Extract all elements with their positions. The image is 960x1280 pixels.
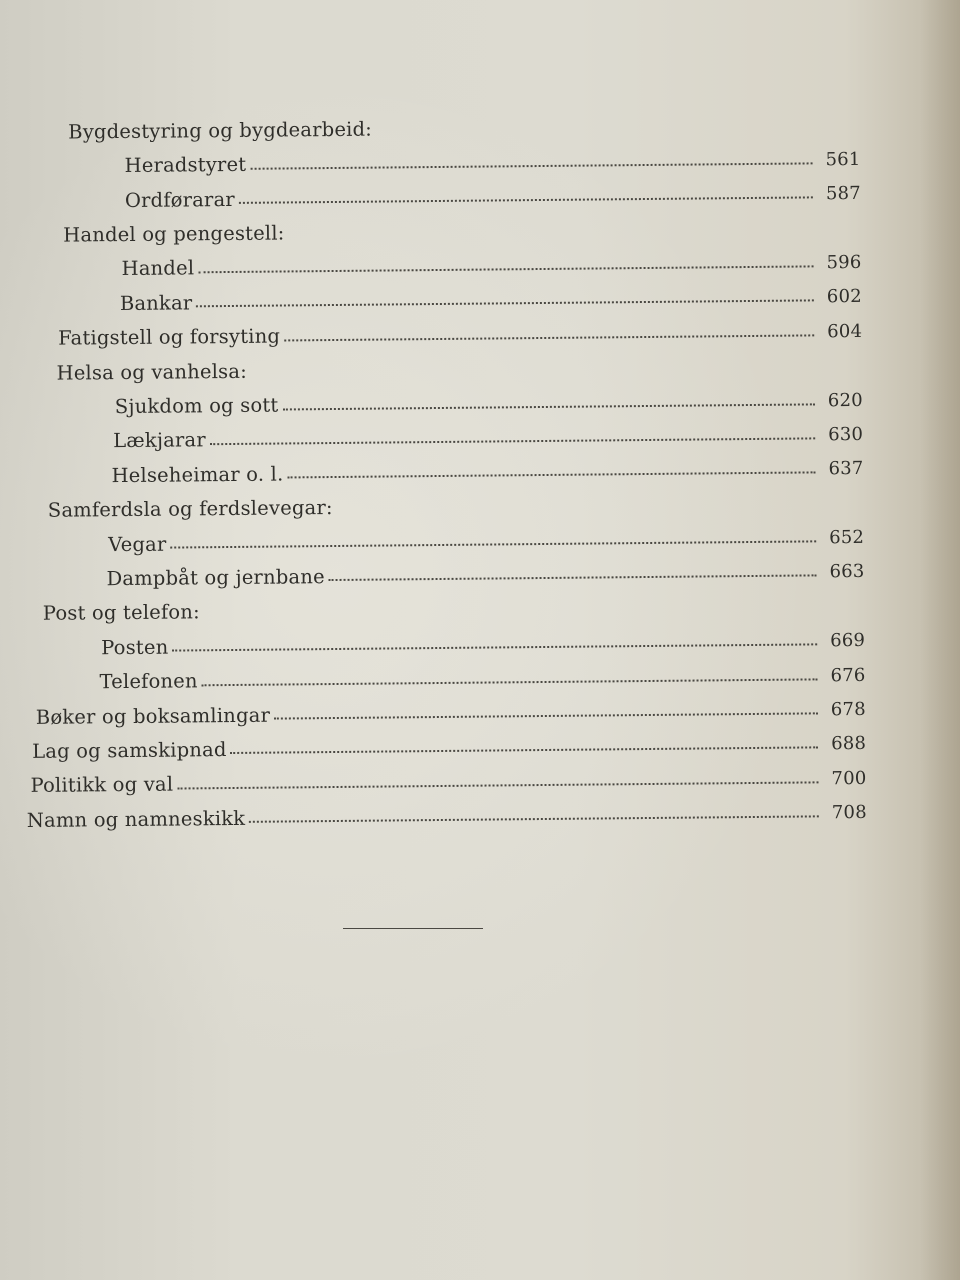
toc-entry-label: Telefonen — [99, 669, 198, 694]
toc-page-number: 688 — [831, 733, 867, 755]
toc-page-number: 604 — [827, 320, 863, 342]
toc-page-number: 630 — [828, 423, 864, 446]
toc-page-number: 620 — [827, 389, 863, 411]
toc-entry-label: Helseheimar o. l. — [111, 462, 284, 487]
toc-page-number: 637 — [828, 458, 864, 480]
toc-page-number: 561 — [825, 148, 861, 171]
toc-entry-label: Dampbåt og jernbane — [106, 565, 325, 591]
toc-entry-label: Bøker og boksamlingar — [35, 703, 271, 729]
toc-page-number: 676 — [830, 664, 866, 686]
toc-entry-label: Politikk og val — [30, 772, 174, 798]
toc-entry-label: Post og telefon: — [42, 600, 200, 626]
dot-leader — [202, 678, 818, 686]
toc-entry-label: Heradstyret — [124, 153, 247, 178]
dot-leader — [250, 162, 812, 169]
toc-entry-label: Handel — [121, 256, 195, 281]
dot-leader — [282, 403, 814, 410]
toc-entry-label: Posten — [101, 635, 169, 659]
toc-page-number: 663 — [829, 561, 865, 583]
toc-entry-label: Sjukdom og sott — [114, 393, 279, 419]
dot-leader — [196, 300, 814, 308]
toc-entry-label: Bygdestyring og bygdearbeid: — [68, 117, 373, 144]
toc-entry-label: Lag og samskipnad — [32, 737, 227, 763]
toc-page-number: 669 — [830, 630, 866, 652]
toc-entry-label: Helsa og vanhelsa: — [56, 359, 248, 385]
toc-entry-label: Lækjarar — [113, 428, 206, 453]
toc-page-number: 587 — [825, 183, 861, 205]
dot-leader — [210, 437, 815, 445]
toc-page-number: 700 — [831, 767, 867, 790]
dot-leader — [287, 472, 815, 479]
toc-entry-label: Fatigstell og forsyting — [58, 324, 281, 350]
toc-entry-label: Vegar — [108, 532, 167, 556]
toc-entry-label: Samferdsla og ferdslevegar: — [47, 496, 333, 522]
dot-leader — [329, 575, 817, 582]
dot-leader — [198, 265, 813, 273]
toc-entry-label: Ordførarar — [124, 187, 235, 212]
toc-page-number: 602 — [826, 286, 862, 308]
toc-page-number: 708 — [831, 802, 867, 824]
dot-leader — [231, 747, 819, 755]
dot-leader — [274, 712, 818, 719]
dot-leader — [249, 816, 819, 823]
toc-entry-label: Namn og namneskikk — [26, 806, 246, 832]
toc-entry-label: Bankar — [119, 291, 193, 315]
toc-entry-label: Handel og pengestell: — [63, 221, 285, 247]
end-rule — [343, 928, 483, 929]
dot-leader — [239, 197, 813, 205]
toc-page-number: 652 — [829, 526, 865, 549]
table-of-contents — [20, 100, 867, 830]
toc-page-number: 596 — [826, 251, 862, 274]
toc-entry — [27, 788, 867, 830]
dot-leader — [284, 334, 814, 341]
toc-page-number: 678 — [830, 698, 866, 721]
